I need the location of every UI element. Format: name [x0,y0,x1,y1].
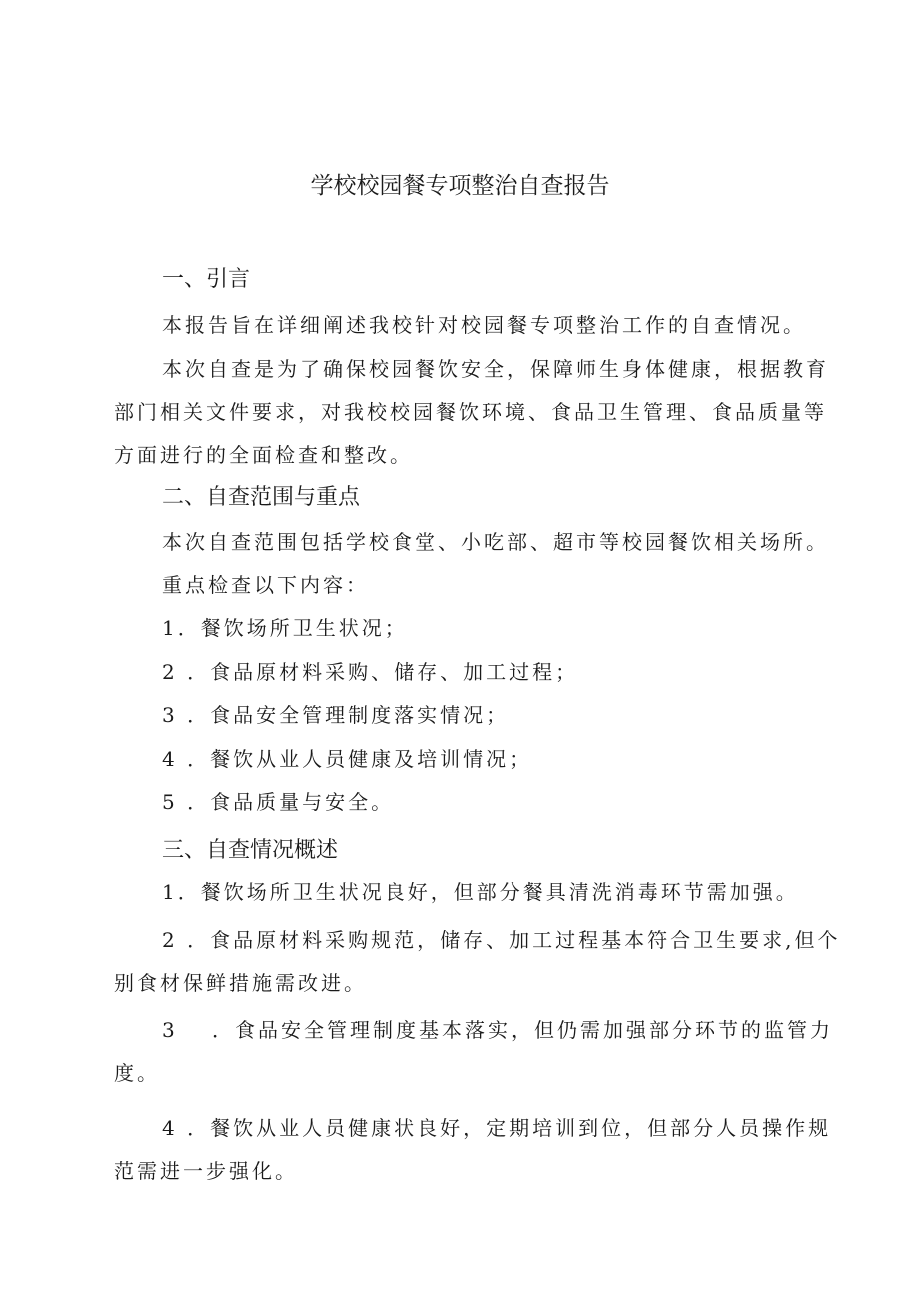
list-item: 1．餐饮场所卫生状况； [162,616,408,640]
paragraph-line [162,1015,833,1045]
list-item: 3 ．食品安全管理制度落实情况； [162,703,510,727]
paragraph-line: 重点检查以下内容： [162,573,369,597]
section-heading-overview: 三、自查情况概述 [162,838,339,863]
document-title: 学校校园餐专项整治自查报告 [310,173,610,199]
paragraph-line: 2 ．食品原材料采购规范，储存、加工过程基本符合卫生要求,但个 [162,928,841,952]
section-heading-introduction: 一、引言 [162,267,251,292]
paragraph-line: 方面进行的全面检查和整改。 [114,443,413,467]
list-item: 2 ．食品原材料采购、储存、加工过程； [162,660,579,684]
paragraph-line: 别食材保鲜措施需改进。 [114,971,367,995]
item-number: 3 [162,1018,178,1042]
paragraph-line: 1．餐饮场所卫生状况良好，但部分餐具清洗消毒环节需加强。 [162,880,799,904]
paragraph-line: 部门相关文件要求，对我校校园餐饮环境、食品卫生管理、食品质量等 [114,400,827,424]
paragraph-line: 本次自查是为了确保校园餐饮安全，保障师生身体健康，根据教育 [162,357,829,381]
section-heading-scope: 二、自查范围与重点 [162,485,361,510]
list-item: 5 ．食品质量与安全。 [162,790,395,814]
paragraph-line: 本次自查范围包括学校食堂、小吃部、超市等校园餐饮相关场所。 [162,530,829,554]
list-item: 4 ．餐饮从业人员健康及培训情况； [162,747,533,771]
paragraph-line: 本报告旨在详细阐述我校针对校园餐专项整治工作的自查情况。 [162,313,806,337]
paragraph-text: ．食品安全管理制度基本落实，但仍需加强部分环节的监管力 [212,1018,833,1042]
paragraph-line: 4 ．餐饮从业人员健康状良好，定期培训到位，但部分人员操作规 [162,1116,832,1140]
paragraph-line: 范需进一步强化。 [114,1159,298,1183]
paragraph-line: 度。 [114,1061,160,1085]
